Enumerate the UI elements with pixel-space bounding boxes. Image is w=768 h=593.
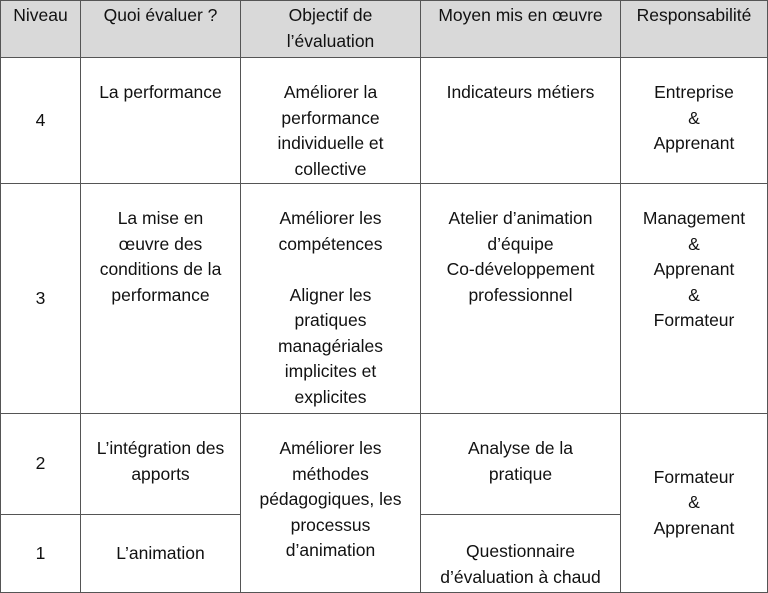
cell-line: Questionnaire [466,541,575,561]
means-cell [421,515,621,593]
cell-line: implicites et [284,361,377,381]
header-responsibility [621,1,768,58]
cell-line: Apprenant [653,259,735,279]
cell-line: performance [281,107,380,128]
table-row-level-3 [1,184,768,414]
responsibility-cell [621,58,768,184]
cell-line: Atelier d’animation [448,208,593,228]
cell-line: d’animation [285,540,376,560]
cell-line: individuelle et [277,133,384,153]
header-level-text: Niveau [13,5,68,25]
cell-line: pratiques [294,310,367,330]
header-level [1,1,81,58]
what-cell [81,515,241,593]
what-cell [81,414,241,515]
cell-line: Co-développement [446,259,595,279]
cell-line: Entreprise [654,82,734,102]
level-cell: 3 [1,184,81,414]
table-row-level-4 [1,58,768,184]
cell-line: œuvre des [118,233,203,254]
table-row-level-2 [1,414,768,515]
cell-line: La performance [99,82,222,102]
cell-line: & [688,492,700,513]
objective-cell [241,58,421,184]
cell-line: collective [294,158,367,179]
header-what-text: Quoi évaluer ? [103,5,218,25]
cell-line: L’intégration des [96,438,225,458]
cell-line: L’animation [116,542,205,563]
cell-line: & [688,284,700,305]
responsibility-cell-shared [621,414,768,593]
header-row [1,1,768,58]
cell-line: & [688,233,700,254]
cell-line: Management [642,208,746,228]
cell-line: compétences [278,233,383,254]
cell-line: & [688,107,700,128]
cell-line: Formateur [653,466,735,487]
cell-line: Améliorer les [279,438,382,458]
cell-line: d’équipe [487,233,554,254]
cell-line: conditions de la [99,259,222,279]
cell-line: Améliorer les [279,208,382,228]
cell-line: Aligner les [289,284,372,305]
header-means-text: Moyen mis en œuvre [438,5,603,25]
cell-line: performance [111,284,210,305]
header-objective [241,1,421,58]
cell-line: pédagogiques, les [259,489,402,509]
means-cell [421,414,621,515]
what-cell [81,184,241,414]
cell-line: d’évaluation à chaud [440,566,601,587]
level-cell: 4 [1,58,81,184]
header-means [421,1,621,58]
cell-line: Apprenant [653,133,735,153]
means-cell [421,184,621,414]
cell-line: managériales [277,335,384,356]
cell-line: pratique [488,463,553,484]
paragraph-gap [245,257,416,283]
cell-line: méthodes [292,463,369,484]
header-objective-line: Objectif de [288,5,373,25]
cell-line: Analyse de la [467,438,574,458]
cell-line: Indicateurs métiers [446,82,595,102]
cell-line: processus [290,514,371,535]
level-cell: 2 [1,414,81,515]
cell-line: Améliorer la [283,82,378,102]
cell-line: apports [131,463,190,484]
objective-cell [241,184,421,414]
cell-line: professionnel [468,284,573,305]
header-what [81,1,241,58]
cell-line: La mise en [117,208,204,228]
means-cell [421,58,621,184]
responsibility-cell [621,184,768,414]
what-cell [81,58,241,184]
objective-cell-shared [241,414,421,593]
cell-line: explicites [294,386,367,407]
header-responsibility-text: Responsabilité [636,5,752,25]
cell-line: Formateur [653,310,735,330]
level-cell: 1 [1,515,81,593]
header-objective-line: l’évaluation [286,30,375,51]
cell-line: Apprenant [653,517,735,538]
